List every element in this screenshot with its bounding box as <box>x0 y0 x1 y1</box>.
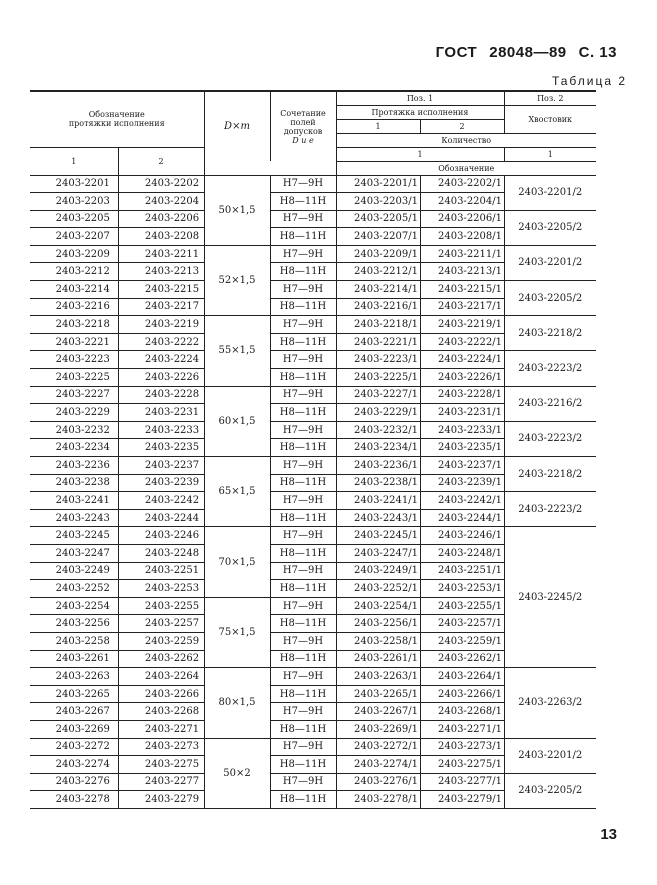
pos1-exec1-designation: 2403-2274/1 <box>336 756 420 774</box>
pos1-exec1-designation: 2403-2221/1 <box>336 333 420 351</box>
designation-exec1: 2403-2278 <box>30 791 118 809</box>
designation-exec2: 2403-2242 <box>118 492 204 510</box>
tail-designation: 2403-2223/2 <box>504 351 596 386</box>
tolerance-value: H7—9H <box>270 457 336 475</box>
tolerance-value: H8—11H <box>270 298 336 316</box>
pos1-exec2-designation: 2403-2259/1 <box>420 632 504 650</box>
tolerance-value: H8—11H <box>270 509 336 527</box>
designation-exec1: 2403-2241 <box>30 492 118 510</box>
pos1-exec2-designation: 2403-2268/1 <box>420 703 504 721</box>
pos1-exec2-designation: 2403-2248/1 <box>420 544 504 562</box>
designation-exec1: 2403-2256 <box>30 615 118 633</box>
pos1-exec1-designation: 2403-2261/1 <box>336 650 420 668</box>
designation-exec1: 2403-2212 <box>30 263 118 281</box>
tolerance-value: H8—11H <box>270 685 336 703</box>
designation-exec1: 2403-2263 <box>30 668 118 686</box>
designation-exec2: 2403-2206 <box>118 210 204 228</box>
tolerance-value: H7—9H <box>270 668 336 686</box>
designation-exec2: 2403-2237 <box>118 457 204 475</box>
pos1-exec1-designation: 2403-2258/1 <box>336 632 420 650</box>
pos1-exec2-designation: 2403-2219/1 <box>420 316 504 334</box>
dxm-header-spacer <box>204 161 336 175</box>
pos1-exec2-designation: 2403-2275/1 <box>420 756 504 774</box>
pos1-exec2-designation: 2403-2244/1 <box>420 509 504 527</box>
tolerance-value: H8—11H <box>270 791 336 809</box>
tolerance-value: H7—9H <box>270 562 336 580</box>
table-row <box>30 351 596 369</box>
tolerance-value: H8—11H <box>270 650 336 668</box>
dxm-value: 52×1,5 <box>204 245 270 315</box>
table-row <box>30 316 596 334</box>
pos1-exec2-designation: 2403-2228/1 <box>420 386 504 404</box>
designation-exec1: 2403-2205 <box>30 210 118 228</box>
pos1-exec2-designation: 2403-2204/1 <box>420 193 504 211</box>
pos1-exec1-designation: 2403-2276/1 <box>336 773 420 791</box>
tolerance-value: H8—11H <box>270 193 336 211</box>
designation-exec1: 2403-2252 <box>30 580 118 598</box>
table-row <box>30 668 596 686</box>
designation-exec1: 2403-2223 <box>30 351 118 369</box>
table-row <box>30 386 596 404</box>
pos1-exec2-designation: 2403-2226/1 <box>420 369 504 387</box>
pos1-exec2-designation: 2403-2231/1 <box>420 404 504 422</box>
designation-exec2: 2403-2217 <box>118 298 204 316</box>
pos1-exec1-designation: 2403-2267/1 <box>336 703 420 721</box>
dxm-value: 50×2 <box>204 738 270 808</box>
designation-exec2: 2403-2239 <box>118 474 204 492</box>
tail-designation: 2403-2205/2 <box>504 281 596 316</box>
designation-exec2: 2403-2211 <box>118 245 204 263</box>
pos1-exec2-designation: 2403-2213/1 <box>420 263 504 281</box>
pos1-exec2-designation: 2403-2202/1 <box>420 175 504 193</box>
tail-designation: 2403-2201/2 <box>504 738 596 773</box>
pos1-exec1-designation: 2403-2232/1 <box>336 421 420 439</box>
pos1-exec1-designation: 2403-2223/1 <box>336 351 420 369</box>
table-row <box>30 421 596 439</box>
designation-exec2: 2403-2262 <box>118 650 204 668</box>
designation-exec2: 2403-2268 <box>118 703 204 721</box>
designation-exec1: 2403-2238 <box>30 474 118 492</box>
tolerance-value: H7—9H <box>270 175 336 193</box>
pos1-exec2-designation: 2403-2206/1 <box>420 210 504 228</box>
tolerance-value: H8—11H <box>270 263 336 281</box>
pos1-exec1-designation: 2403-2225/1 <box>336 369 420 387</box>
designation-exec1: 2403-2221 <box>30 333 118 351</box>
tolerance-value: H7—9H <box>270 597 336 615</box>
designation-exec1: 2403-2261 <box>30 650 118 668</box>
dxm-value: 60×1,5 <box>204 386 270 456</box>
designation-exec2: 2403-2233 <box>118 421 204 439</box>
designation-exec2: 2403-2224 <box>118 351 204 369</box>
tolerance-value: H8—11H <box>270 474 336 492</box>
designation-label-header: Обозначение <box>336 161 596 175</box>
tail-designation: 2403-2201/2 <box>504 245 596 280</box>
tolerance-value: H8—11H <box>270 580 336 598</box>
designation-exec1: 2403-2234 <box>30 439 118 457</box>
pos1-exec1-designation: 2403-2214/1 <box>336 281 420 299</box>
exec2-header: 2 <box>420 119 504 133</box>
designation-exec1: 2403-2267 <box>30 703 118 721</box>
pos1-exec1-designation: 2403-2218/1 <box>336 316 420 334</box>
pos1-exec1-designation: 2403-2205/1 <box>336 210 420 228</box>
designation-exec1: 2403-2236 <box>30 457 118 475</box>
tolerance-value: H8—11H <box>270 756 336 774</box>
designation-exec2: 2403-2248 <box>118 544 204 562</box>
pos1-exec1-designation: 2403-2209/1 <box>336 245 420 263</box>
tolerance-value: H7—9H <box>270 738 336 756</box>
tail-designation: 2403-2223/2 <box>504 492 596 527</box>
tolerance-value: H7—9H <box>270 703 336 721</box>
designation-exec1: 2403-2247 <box>30 544 118 562</box>
designation-exec1: 2403-2201 <box>30 175 118 193</box>
designation-exec1: 2403-2214 <box>30 281 118 299</box>
designation-exec2: 2403-2202 <box>118 175 204 193</box>
pos1-exec2-designation: 2403-2266/1 <box>420 685 504 703</box>
dxm-header: D×m <box>204 91 270 161</box>
page-label: С. 13 <box>578 44 617 61</box>
designation-exec2: 2403-2244 <box>118 509 204 527</box>
pos1-exec1-designation: 2403-2227/1 <box>336 386 420 404</box>
col2-header: 2 <box>118 147 204 175</box>
designation-exec2: 2403-2273 <box>118 738 204 756</box>
table-row <box>30 245 596 263</box>
table-title: Таблица 2 <box>551 74 627 88</box>
tail-designation: 2403-2205/2 <box>504 210 596 245</box>
pos1-exec2-designation: 2403-2235/1 <box>420 439 504 457</box>
tolerance-value: H7—9H <box>270 632 336 650</box>
tail-designation: 2403-2245/2 <box>504 527 596 668</box>
pos1-exec1-designation: 2403-2207/1 <box>336 228 420 246</box>
pos1-exec2-designation: 2403-2211/1 <box>420 245 504 263</box>
table-row <box>30 773 596 791</box>
designation-exec1: 2403-2225 <box>30 369 118 387</box>
tolerance-value: H8—11H <box>270 404 336 422</box>
dxm-value: 50×1,5 <box>204 175 270 245</box>
pos1-exec2-designation: 2403-2242/1 <box>420 492 504 510</box>
designation-exec2: 2403-2255 <box>118 597 204 615</box>
dxm-value: 80×1,5 <box>204 668 270 738</box>
designation-exec2: 2403-2226 <box>118 369 204 387</box>
designation-exec1: 2403-2227 <box>30 386 118 404</box>
designation-exec1: 2403-2274 <box>30 756 118 774</box>
designation-exec2: 2403-2215 <box>118 281 204 299</box>
pos1-exec2-designation: 2403-2257/1 <box>420 615 504 633</box>
designation-exec1: 2403-2245 <box>30 527 118 545</box>
designation-exec1: 2403-2229 <box>30 404 118 422</box>
pos1-exec1-designation: 2403-2269/1 <box>336 720 420 738</box>
designation-exec2: 2403-2231 <box>118 404 204 422</box>
pos1-exec2-designation: 2403-2262/1 <box>420 650 504 668</box>
tail-designation: 2403-2205/2 <box>504 773 596 808</box>
pos1-exec1-designation: 2403-2247/1 <box>336 544 420 562</box>
designation-exec1: 2403-2265 <box>30 685 118 703</box>
tolerance-value: H7—9H <box>270 281 336 299</box>
table-body <box>30 175 596 808</box>
designation-exec2: 2403-2246 <box>118 527 204 545</box>
pos1-exec1-designation: 2403-2229/1 <box>336 404 420 422</box>
designation-header: Обозначение протяжки исполнения <box>30 91 204 147</box>
designation-exec1: 2403-2232 <box>30 421 118 439</box>
table-row <box>30 281 596 299</box>
tail-designation: 2403-2218/2 <box>504 316 596 351</box>
tolerance-value: H7—9H <box>270 421 336 439</box>
pos1-exec1-designation: 2403-2201/1 <box>336 175 420 193</box>
table-row <box>30 210 596 228</box>
pos1-exec1-designation: 2403-2265/1 <box>336 685 420 703</box>
page-header <box>424 44 617 61</box>
pos1-exec1-designation: 2403-2236/1 <box>336 457 420 475</box>
pos1-exec2-designation: 2403-2233/1 <box>420 421 504 439</box>
pos1-exec2-designation: 2403-2251/1 <box>420 562 504 580</box>
designation-exec2: 2403-2279 <box>118 791 204 809</box>
quantity-header: Количество <box>336 133 596 147</box>
pos1-header: Поз. 1 <box>336 91 504 105</box>
pos1-exec2-designation: 2403-2246/1 <box>420 527 504 545</box>
pos1-exec2-designation: 2403-2264/1 <box>420 668 504 686</box>
designation-exec2: 2403-2253 <box>118 580 204 598</box>
pos2-sub-header: Хвостовик <box>504 105 596 133</box>
tolerance-value: H8—11H <box>270 544 336 562</box>
designation-exec1: 2403-2207 <box>30 228 118 246</box>
designation-exec2: 2403-2277 <box>118 773 204 791</box>
pos1-exec1-designation: 2403-2272/1 <box>336 738 420 756</box>
pos1-exec2-designation: 2403-2215/1 <box>420 281 504 299</box>
tolerance-value: H7—9H <box>270 351 336 369</box>
table-row <box>30 738 596 756</box>
exec1-header: 1 <box>336 119 420 133</box>
pos1-exec2-designation: 2403-2224/1 <box>420 351 504 369</box>
designation-exec1: 2403-2243 <box>30 509 118 527</box>
tail-designation: 2403-2216/2 <box>504 386 596 421</box>
pos1-exec1-designation: 2403-2256/1 <box>336 615 420 633</box>
spec-table <box>30 90 596 809</box>
tolerance-header: Сочетание полей допусков D и е <box>270 91 336 161</box>
pos1-exec1-designation: 2403-2241/1 <box>336 492 420 510</box>
designation-exec1: 2403-2216 <box>30 298 118 316</box>
pos1-exec2-designation: 2403-2208/1 <box>420 228 504 246</box>
tolerance-value: H8—11H <box>270 369 336 387</box>
dxm-value: 65×1,5 <box>204 457 270 527</box>
pos1-exec1-designation: 2403-2203/1 <box>336 193 420 211</box>
standard-number: 28048—89 <box>489 44 567 61</box>
pos1-exec2-designation: 2403-2222/1 <box>420 333 504 351</box>
pos2-header: Поз. 2 <box>504 91 596 105</box>
designation-exec2: 2403-2204 <box>118 193 204 211</box>
dxm-value: 55×1,5 <box>204 316 270 386</box>
table-row <box>30 527 596 545</box>
tolerance-value: H7—9H <box>270 492 336 510</box>
pos1-exec2-designation: 2403-2273/1 <box>420 738 504 756</box>
designation-exec2: 2403-2208 <box>118 228 204 246</box>
pos1-exec2-designation: 2403-2217/1 <box>420 298 504 316</box>
pos1-exec2-designation: 2403-2253/1 <box>420 580 504 598</box>
page-number: 13 <box>600 826 617 843</box>
designation-exec1: 2403-2272 <box>30 738 118 756</box>
table-row <box>30 492 596 510</box>
pos1-exec1-designation: 2403-2249/1 <box>336 562 420 580</box>
designation-exec2: 2403-2213 <box>118 263 204 281</box>
pos1-exec1-designation: 2403-2278/1 <box>336 791 420 809</box>
table-row <box>30 457 596 475</box>
qty-pos2: 1 <box>504 147 596 161</box>
qty-pos1: 1 <box>336 147 504 161</box>
designation-exec1: 2403-2218 <box>30 316 118 334</box>
designation-exec2: 2403-2259 <box>118 632 204 650</box>
dxm-value: 75×1,5 <box>204 597 270 667</box>
designation-exec1: 2403-2249 <box>30 562 118 580</box>
designation-exec2: 2403-2222 <box>118 333 204 351</box>
dxm-value: 70×1,5 <box>204 527 270 597</box>
designation-exec2: 2403-2251 <box>118 562 204 580</box>
pos1-exec2-designation: 2403-2277/1 <box>420 773 504 791</box>
designation-exec2: 2403-2264 <box>118 668 204 686</box>
col1-header: 1 <box>30 147 118 175</box>
designation-exec1: 2403-2254 <box>30 597 118 615</box>
pos1-exec1-designation: 2403-2234/1 <box>336 439 420 457</box>
tolerance-value: H7—9H <box>270 773 336 791</box>
designation-exec2: 2403-2228 <box>118 386 204 404</box>
tolerance-value: H7—9H <box>270 386 336 404</box>
designation-exec1: 2403-2269 <box>30 720 118 738</box>
tolerance-value: H8—11H <box>270 615 336 633</box>
tolerance-value: H8—11H <box>270 228 336 246</box>
pos1-exec1-designation: 2403-2252/1 <box>336 580 420 598</box>
pos1-exec1-designation: 2403-2263/1 <box>336 668 420 686</box>
tolerance-value: H8—11H <box>270 439 336 457</box>
pos1-exec2-designation: 2403-2279/1 <box>420 791 504 809</box>
pos1-exec2-designation: 2403-2255/1 <box>420 597 504 615</box>
standard-name: ГОСТ <box>435 44 478 61</box>
pos1-exec1-designation: 2403-2216/1 <box>336 298 420 316</box>
designation-exec1: 2403-2258 <box>30 632 118 650</box>
designation-exec2: 2403-2271 <box>118 720 204 738</box>
pos1-exec1-designation: 2403-2254/1 <box>336 597 420 615</box>
designation-exec2: 2403-2266 <box>118 685 204 703</box>
tail-designation: 2403-2263/2 <box>504 668 596 738</box>
tail-designation: 2403-2201/2 <box>504 175 596 210</box>
pos1-sub-header: Протяжка исполнения <box>336 105 504 119</box>
designation-exec2: 2403-2257 <box>118 615 204 633</box>
tolerance-value: H7—9H <box>270 245 336 263</box>
tail-designation: 2403-2218/2 <box>504 457 596 492</box>
tolerance-value: H7—9H <box>270 527 336 545</box>
pos1-exec2-designation: 2403-2237/1 <box>420 457 504 475</box>
pos1-exec2-designation: 2403-2271/1 <box>420 720 504 738</box>
tolerance-value: H8—11H <box>270 720 336 738</box>
designation-exec2: 2403-2275 <box>118 756 204 774</box>
designation-exec2: 2403-2219 <box>118 316 204 334</box>
pos1-exec2-designation: 2403-2239/1 <box>420 474 504 492</box>
table-row <box>30 175 596 193</box>
pos1-exec1-designation: 2403-2243/1 <box>336 509 420 527</box>
tolerance-value: H7—9H <box>270 210 336 228</box>
designation-exec2: 2403-2235 <box>118 439 204 457</box>
designation-exec1: 2403-2209 <box>30 245 118 263</box>
pos1-exec1-designation: 2403-2212/1 <box>336 263 420 281</box>
designation-exec1: 2403-2276 <box>30 773 118 791</box>
pos1-exec1-designation: 2403-2238/1 <box>336 474 420 492</box>
pos1-exec1-designation: 2403-2245/1 <box>336 527 420 545</box>
tail-designation: 2403-2223/2 <box>504 421 596 456</box>
tolerance-value: H8—11H <box>270 333 336 351</box>
tolerance-value: H7—9H <box>270 316 336 334</box>
designation-exec1: 2403-2203 <box>30 193 118 211</box>
